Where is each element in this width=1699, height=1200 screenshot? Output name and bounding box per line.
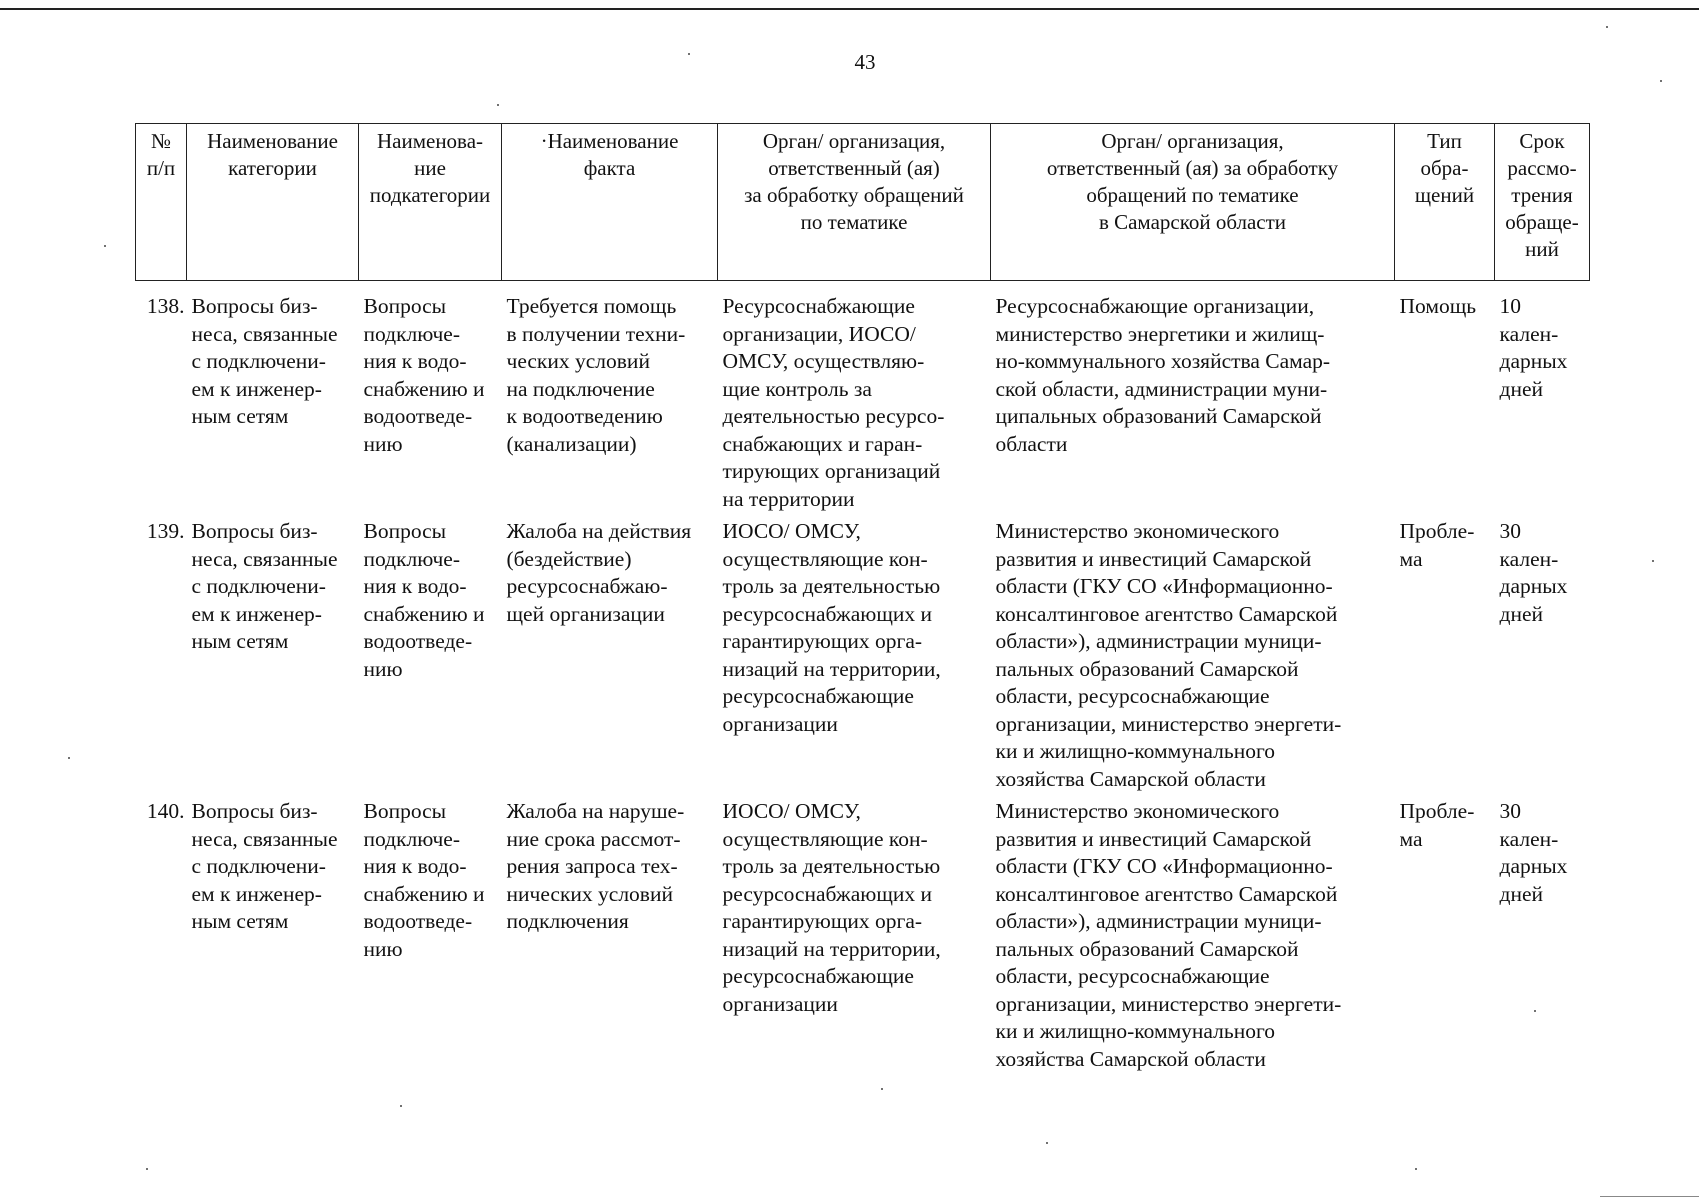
- scan-speck: [400, 1105, 402, 1107]
- row-fact: Жалоба на наруше- ние срока рассмот- рения запроса тех- нических условий подключения: [506, 799, 685, 933]
- row-term: 30 кален- дарных дней: [1499, 519, 1568, 626]
- row-subcategory: Вопросы подключе- ния к водо- снабжению и водоотведе- нию: [363, 294, 485, 456]
- row-org: ИОСО/ ОМСУ, осуществляющие кон- троль за деятельностью ресурсоснабжающих и гарантирующих орга- низаций на территории, ресурсоснабжающие организации: [722, 519, 941, 736]
- row-category: Вопросы биз- неса, связанные с подключени- ем к инженер- ным сетям: [191, 799, 338, 933]
- row-org-samara: Министерство экономического развития и инвестиций Самарской области (ГКУ СО «Информационно- консалтинговое агентство Самарской области»), администрации муници- пальных образований Самарской области, ресурсоснабжающие организации, министерство энергети- ки и жилищно-коммунального хозяйства Самарской области: [995, 519, 1342, 791]
- table-row: [136, 293, 1590, 518]
- row-org-samara: Министерство экономического развития и инвестиций Самарской области (ГКУ СО «Информационно- консалтинговое агентство Самарской области»), администрации муници- пальных образований Самарской области, ресурсоснабжающие организации, министерство энергети- ки и жилищно-коммунального хозяйства Самарской области: [995, 799, 1342, 1071]
- scan-speck: [1652, 560, 1654, 562]
- row-fact: Требуется помощь в получении техни- ческих условий на подключение к водоотведению (канализации): [506, 294, 686, 456]
- scan-speck: [1606, 26, 1608, 28]
- row-number: 139.: [146, 519, 185, 543]
- row-category: Вопросы биз- неса, связанные с подключени- ем к инженер- ным сетям: [191, 294, 338, 428]
- top-border-line: [0, 8, 1699, 10]
- scan-speck: [68, 757, 70, 759]
- row-org-samara: Ресурсоснабжающие организации, министерство энергетики и жилищ- но-коммунального хозяйства Самар- ской области, администрации муни- ципальных образований Самарской области: [995, 294, 1331, 456]
- row-term: 10 кален- дарных дней: [1499, 294, 1568, 401]
- header-term: Срок рассмо- трения обраще- ний: [1495, 124, 1590, 281]
- header-type: Тип обра- щений: [1395, 124, 1495, 281]
- row-type: Помощь: [1399, 294, 1477, 318]
- row-term: 30 кален- дарных дней: [1499, 799, 1568, 906]
- scan-speck: [146, 1168, 148, 1170]
- row-category: Вопросы биз- неса, связанные с подключени- ем к инженер- ным сетям: [191, 519, 338, 653]
- header-num: № п/п: [136, 124, 187, 281]
- scan-speck: [688, 53, 690, 55]
- bottom-edge-line: [1600, 1196, 1699, 1197]
- row-subcategory: Вопросы подключе- ния к водо- снабжению и водоотведе- нию: [363, 519, 485, 681]
- appeals-table: [135, 123, 1590, 1073]
- header-org-samara: Орган/ организация, ответственный (ая) за обработку обращений по тематике в Самарской области: [991, 124, 1395, 281]
- row-number: 138.: [146, 294, 185, 318]
- scan-speck: [1046, 1142, 1048, 1144]
- appeals-table-container: [135, 123, 1590, 1073]
- row-type: Пробле- ма: [1399, 519, 1475, 571]
- scan-speck: [1660, 80, 1662, 82]
- header-row: [136, 124, 1590, 281]
- row-subcategory: Вопросы подключе- ния к водо- снабжению и водоотведе- нию: [363, 799, 485, 961]
- scan-speck: [1415, 1168, 1417, 1170]
- header-subcategory: Наименова- ние подкатегории: [359, 124, 502, 281]
- header-org: Орган/ организация, ответственный (ая) за обработку обращений по тематике: [718, 124, 991, 281]
- header-category: Наименование категории: [187, 124, 359, 281]
- row-type: Пробле- ма: [1399, 799, 1475, 851]
- scan-speck: [1534, 1010, 1536, 1012]
- row-fact: Жалоба на действия (бездействие) ресурсоснабжаю- щей организации: [506, 519, 692, 626]
- header-fact: ·Наименование факта: [502, 124, 718, 281]
- scan-speck: [497, 104, 499, 106]
- row-number: 140.: [146, 799, 185, 823]
- row-org: ИОСО/ ОМСУ, осуществляющие кон- троль за деятельностью ресурсоснабжающих и гарантирующих орга- низаций на территории, ресурсоснабжающие организации: [722, 799, 941, 1016]
- table-row: [136, 798, 1590, 1073]
- row-org: Ресурсоснабжающие организации, ИОСО/ ОМСУ, осуществляю- щие контроль за деятельностью ресурсо- снабжающих и гаран- тирующих организаций на территории: [722, 294, 945, 511]
- page-number: 43: [854, 50, 876, 74]
- table-row: [136, 518, 1590, 798]
- scan-speck: [881, 1088, 883, 1090]
- scan-speck: [104, 245, 106, 247]
